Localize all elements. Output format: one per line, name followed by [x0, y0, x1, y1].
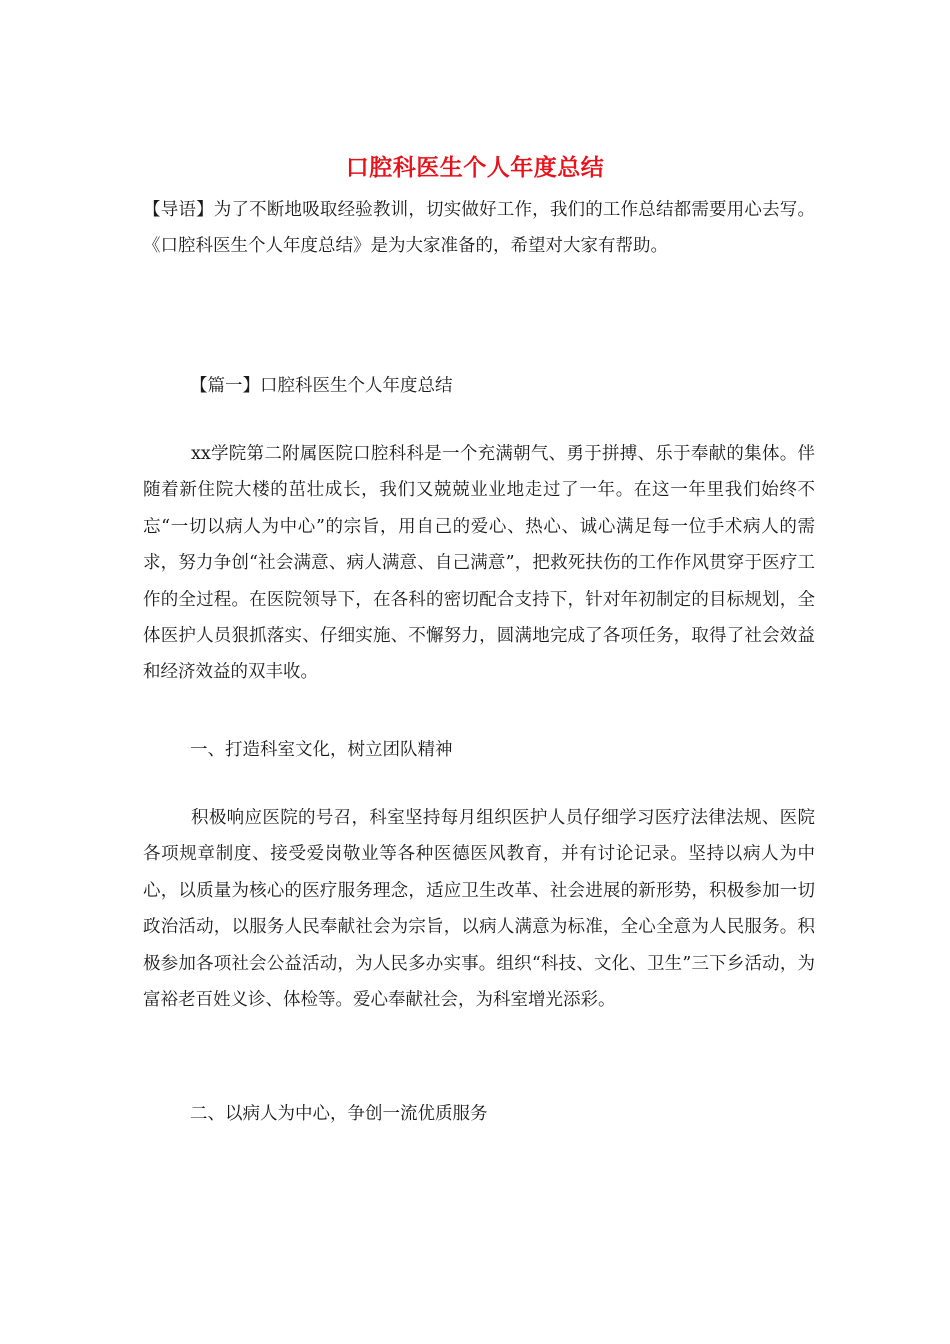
document-title: 口腔科医生个人年度总结 — [345, 154, 605, 181]
body-paragraph-2: 积极响应医院的号召，科室坚持每月组织医护人员仔细学习医疗法律法规、医院各项规章制度、接受爱岗敬业等各种医德医风教育，并有讨论记录。坚持以病人为中心，以质量为核心的医疗服务理念，适应卫生改革、社会进展的新形势，积极参加一切政治活动，以服务人民奉献社会为宗旨，以病人满意为标准，全心全意为人民服务。积极参加各项社会公益活动，为人民多办实事。组织“科技、文化、卫生”三下乡活动，为富裕老百姓义诊、体检等。爱心奉献社会，为科室增光添彩。 — [143, 808, 815, 1011]
part-heading: 【篇一】口腔科医生个人年度总结 — [190, 376, 453, 396]
section-heading-2: 二、以病人为中心，争创一流优质服务 — [190, 1104, 488, 1124]
intro-paragraph: 【导语】为了不断地吸取经验教训，切实做好工作，我们的工作总结都需要用心去写。《口腔科医生个人年度总结》是为大家准备的，希望对大家有帮助。 — [143, 200, 815, 257]
section-heading-1: 一、打造科室文化，树立团队精神 — [190, 740, 453, 760]
body-paragraph-1: xx学院第二附属医院口腔科科是一个充满朝气、勇于拼搏、乐于奉献的集体。伴随着新住院大楼的茁壮成长，我们又兢兢业业地走过了一年。在这一年里我们始终不忘“一切以病人为中心”的宗旨，用自己的爱心、热心、诚心满足每一位手术病人的需求，努力争创“社会满意、病人满意、自己满意”，把救死扶伤的工作作风贯穿于医疗工作的全过程。在医院领导下，在各科的密切配合支持下，针对年初制定的目标规划，全体医护人员狠抓落实、仔细实施、不懈努力，圆满地完成了各项任务，取得了社会效益和经济效益的双丰收。 — [143, 444, 815, 683]
